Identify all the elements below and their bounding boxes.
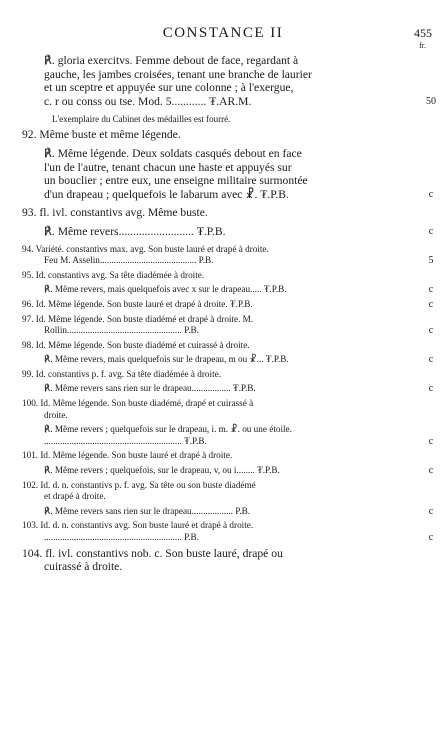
catalog-entry <box>22 146 434 201</box>
entry-line: un bouclier ; entre eux, une enseigne militaire surmontée <box>44 174 308 188</box>
entry-line: ℟. Même revers.......................... ₮.P.B. <box>44 224 226 238</box>
catalog-entry <box>22 243 434 267</box>
entry-line: ℟. Même revers, mais quelquefois avec x sur le drapeau..... ₮.P.B. <box>44 284 287 295</box>
entry-line: d'un drapeau ; quelquefois le labarum avec ☧. ₮.P.B. <box>44 187 289 201</box>
rarity-value: c <box>428 225 434 237</box>
entry-line: et drapé à droite. <box>44 491 106 502</box>
catalog-entry <box>22 313 434 337</box>
catalog-entry <box>22 354 434 366</box>
catalog-entry <box>22 54 436 108</box>
catalog-entry <box>22 424 434 447</box>
rarity-value: c <box>428 532 434 543</box>
rarity-value: c <box>428 505 434 517</box>
entry-line: 93. fl. ivl. constantivs avg. Même buste. <box>22 206 208 220</box>
entry-line: 95. Id. constantivs avg. Sa tête diadémée à droite. <box>22 269 205 280</box>
page-title: CONSTANCE II <box>162 25 284 41</box>
entry-line: Rollin.................................................. P.B. <box>44 325 199 336</box>
catalog-entry <box>22 270 412 282</box>
rarity-value: 50 <box>426 95 436 107</box>
entry-line: ℟. Même revers sans rien sur le drapeau.................. P.B. <box>44 505 251 516</box>
entry-line: et un sceptre et appuyée sur une colonne ; à l'exergue, <box>44 81 294 95</box>
rarity-value: c <box>428 298 434 310</box>
rarity-value: 5 <box>428 255 434 267</box>
catalog-entry <box>22 340 412 352</box>
entry-line: 98. Id. Même légende. Son buste diadémé et cuirassé à droite. <box>22 339 250 350</box>
entry-line: 102. Id. d. n. constantivs p. f. avg. Sa tête ou son buste diadémé <box>22 479 256 490</box>
catalog-entry <box>22 284 434 296</box>
catalog-entry <box>22 480 412 503</box>
catalog-entry <box>22 369 412 381</box>
entry-line: Feu M. Asselin.......................................... P.B. <box>44 255 214 266</box>
entry-line: 100. Id. Même légende. Son buste diadémé, drapé et cuirassé à <box>22 398 254 409</box>
rarity-value: c <box>428 284 434 296</box>
catalog-body <box>22 54 436 579</box>
rarity-value: c <box>428 435 434 447</box>
entry-line: ............................................................ P.B. <box>44 532 199 542</box>
entry-line: 97. Id. Même légende. Son buste diadémé et drapé à droite. M. <box>22 313 254 324</box>
catalog-note <box>22 113 412 125</box>
catalog-entry <box>22 398 412 421</box>
value-unit-label: fr. <box>419 41 426 50</box>
entry-line: 103. Id. d. n. constantivs avg. Son buste lauré et drapé à droite. <box>22 520 254 531</box>
catalog-entry <box>22 128 412 142</box>
catalog-entry <box>22 450 412 462</box>
entry-line: ℟. Même revers, mais quelquefois sur le drapeau, m ou ☧... ₮.P.B. <box>44 354 289 365</box>
rarity-value: c <box>428 188 434 200</box>
catalog-entry <box>22 298 434 311</box>
page-number: 455 <box>414 26 432 40</box>
rarity-value: c <box>428 325 434 337</box>
entry-line: 96. Id. Même légende. Son buste lauré et drapé à droite. ₮.P.B. <box>22 298 253 309</box>
entry-line: ℟. Même revers ; quelquefois sur le drapeau, i. m. ☧. ou une étoile. <box>44 424 292 435</box>
rarity-value: c <box>428 354 434 366</box>
rarity-value: c <box>428 383 434 395</box>
entry-line: ℟. Même revers ; quelquefois, sur le drapeau, v, ou i........ ₮.P.B. <box>44 465 280 476</box>
entry-line: ............................................................ ₮.P.B. <box>44 435 207 446</box>
rarity-value: c <box>428 465 434 477</box>
page-header <box>0 25 446 49</box>
entry-line: c. r ou conss ou tse. Mod. 5............ ₮.AR.M. <box>44 94 252 108</box>
catalog-entry <box>22 465 434 477</box>
catalog-entry <box>22 547 412 574</box>
entry-line: ℟. Même revers sans rien sur le drapeau................. ₮.P.B. <box>44 383 256 394</box>
catalog-entry <box>22 224 434 239</box>
entry-line: ℟. gloria exercitvs. Femme debout de face, regardant à <box>44 54 299 67</box>
entry-line: L'exemplaire du Cabinet des médailles est fourré. <box>52 114 231 125</box>
catalog-entry <box>22 505 434 518</box>
entry-line: 101. Id. Même légende. Son buste lauré et drapé à droite. <box>22 450 233 461</box>
entry-line: 94. Variété. constantivs max. avg. Son buste lauré et drapé à droite. <box>22 243 269 254</box>
entry-line: l'un de l'autre, tenant chacun une haste et appuyés sur <box>44 160 292 174</box>
entry-line: droite. <box>44 409 68 420</box>
entry-line: gauche, les jambes croisées, tenant une branche de laurier <box>44 67 312 81</box>
entry-line: 92. Même buste et même légende. <box>22 128 181 142</box>
entry-line: 104. fl. ivl. constantivs nob. c. Son buste lauré, drapé ou <box>22 546 283 560</box>
entry-line: 99. Id. constantivs p. f. avg. Sa tête diadémée à droite. <box>22 368 222 379</box>
entry-line: cuirassé à droite. <box>44 560 123 574</box>
catalog-entry <box>22 206 412 220</box>
entry-line: ℟. Même légende. Deux soldats casqués debout en face <box>44 146 302 160</box>
catalog-entry <box>22 520 434 543</box>
catalog-entry <box>22 383 434 395</box>
